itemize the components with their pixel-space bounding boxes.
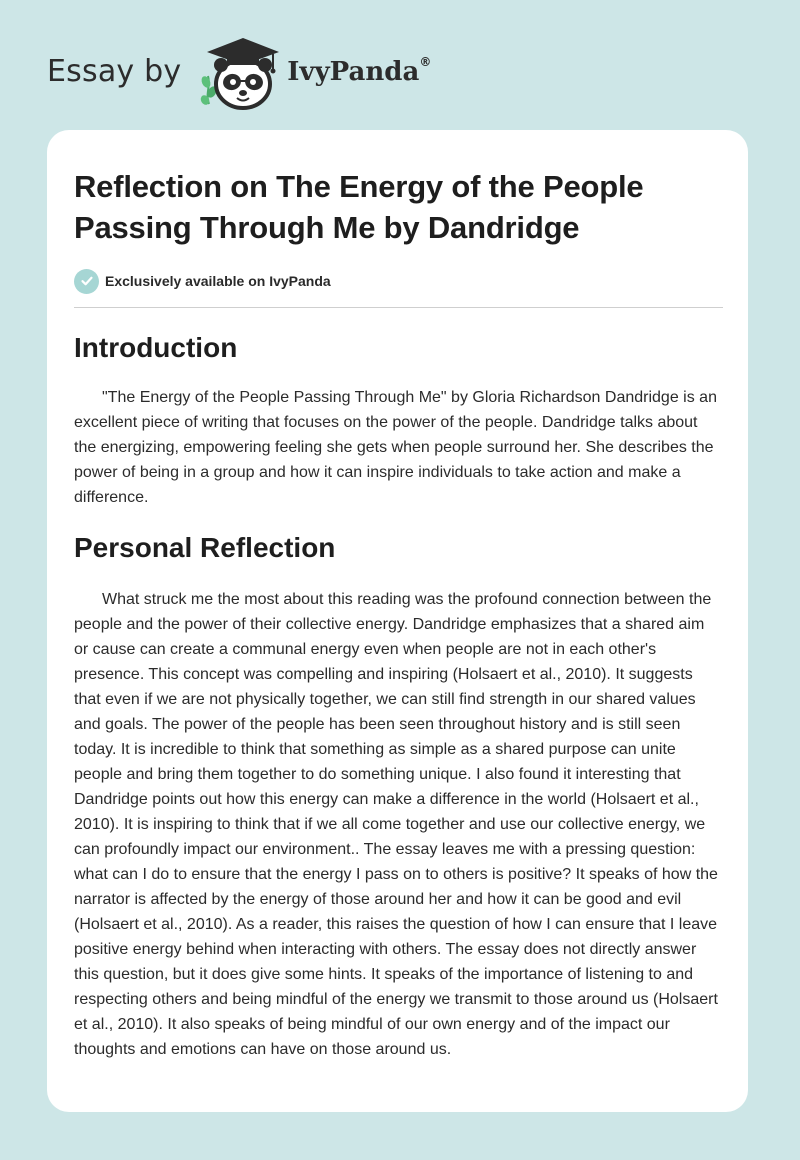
article-card (47, 130, 748, 1112)
brand-name[interactable] (287, 55, 432, 87)
brand-text: IvyPanda (287, 57, 420, 87)
exclusive-text: Exclusively available on IvyPanda (105, 273, 331, 289)
essay-by-label: Essay by (47, 54, 182, 89)
paragraph-personal-reflection: What struck me the most about this reading was the profound connection between the people and the power of their collective energy. Dandridge emphasizes that a shared aim or cause can create a communal energy even when people are not in each other's presence. This concept was compelling and inspiring (Holsaert et al., 2010). It suggests that even if we are not physically together, we can still find strength in our shared values and goals. The power of the people has been seen throughout history and is still seen today. It is incredible to think that something as simple as a shared purpose can unite people and bring them together to do something unique. I also found it interesting that Dandridge points out how this energy can make a difference in the world (Holsaert et al., 2010). It is inspiring to think that if we all come together and use our collective energy, we can profoundly impact our environment.. The essay leaves me with a pressing question: what can I do to ensure that the energy I pass on to others is positive? It speaks of how the narrator is affected by the energy of those around her and how it can be good and evil (Holsaert et al., 2010). As a reader, this raises the question of how I can ensure that I leave positive energy behind when interacting with others. The essay does not directly answer this question, but it does give some hints. It speaks of the importance of listening to and respecting others and being mindful of the energy we transmit to those around us (Holsaert et al., 2010). It also speaks of being mindful of our own energy and of the impact our thoughts and emotions can have on those around us. (74, 591, 718, 1058)
section-heading-introduction: Introduction (74, 332, 238, 363)
exclusive-badge (74, 268, 722, 294)
registered-mark: ® (419, 55, 432, 70)
divider (74, 307, 723, 308)
site-header (47, 32, 431, 112)
article-title: Reflection on The Energy of the People Passing Through Me by Dandridge (74, 169, 644, 245)
paragraph-introduction: "The Energy of the People Passing Through Me" by Gloria Richardson Dandridge is an excellent piece of writing that focuses on the power of the people. Dandridge talks about the energizing, empowering feeling she gets when people surround her. She describes the power of being in a group and how it can inspire individuals to take action and make a difference. (74, 389, 717, 506)
section-heading-personal-reflection: Personal Reflection (74, 532, 336, 563)
check-circle-icon (74, 269, 99, 294)
panda-graduate-icon[interactable] (195, 32, 285, 112)
